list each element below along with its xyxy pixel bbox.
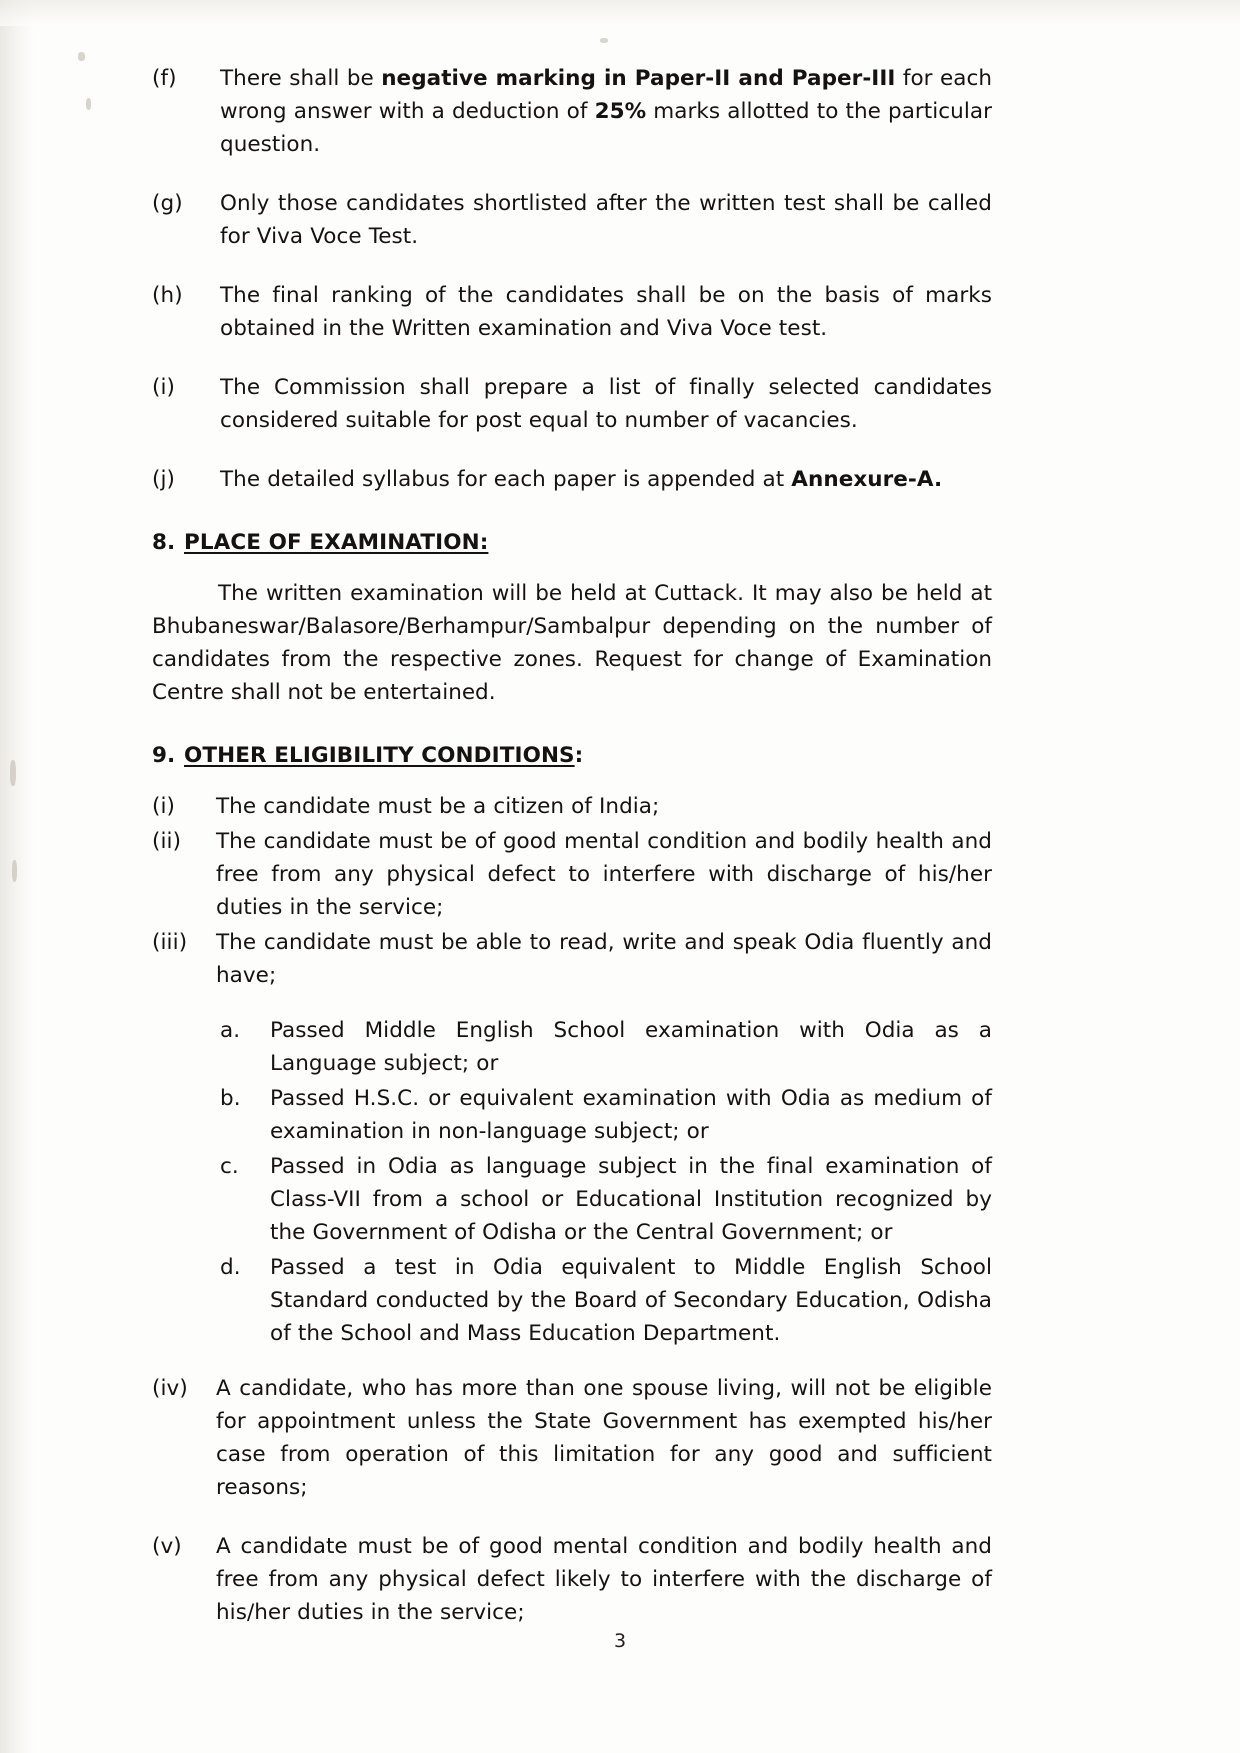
clause-j-bold-annexure: Annexure-A.	[791, 467, 943, 492]
clause-marker: (j)	[152, 467, 176, 492]
scan-edge-artifact-left	[0, 0, 34, 1753]
clause-h	[152, 279, 992, 345]
condition-iv	[152, 1372, 992, 1504]
section-9-number: 9.	[152, 743, 176, 768]
condition-text: The candidate must be a citizen of India;	[216, 794, 660, 819]
odia-option-text: Passed H.S.C. or equivalent examination with Odia as medium of examination in non-language subject; or	[270, 1086, 992, 1144]
page-number: 3	[613, 1630, 627, 1652]
odia-qualification-options	[220, 1014, 992, 1350]
section-9-title-text: OTHER ELIGIBILITY CONDITIONS	[184, 743, 575, 768]
scan-speck	[600, 38, 608, 43]
condition-marker: (ii)	[152, 829, 182, 854]
odia-option-text: Passed in Odia as language subject in the final examination of Class-VII from a school or Educational Institution recognized by the Government of Odisha or the Central Government; or	[270, 1154, 992, 1245]
clause-f	[152, 62, 992, 161]
section-8-number: 8.	[152, 530, 176, 555]
clause-text: Only those candidates shortlisted after the written test shall be called for Viva Voce Test.	[220, 191, 992, 249]
odia-option-marker: d.	[220, 1255, 241, 1280]
scan-speck	[86, 98, 91, 110]
section-9-title-colon: :	[574, 743, 584, 768]
clause-marker: (f)	[152, 66, 177, 91]
clause-marker: (h)	[152, 283, 183, 308]
odia-option-marker: c.	[220, 1154, 239, 1179]
clause-text	[220, 463, 992, 496]
condition-marker: (v)	[152, 1534, 182, 1559]
clause-text: The Commission shall prepare a list of finally selected candidates considered suitable for post equal to number of vacancies.	[220, 375, 992, 433]
clause-text: The final ranking of the candidates shall be on the basis of marks obtained in the Written examination and Viva Voce test.	[220, 283, 992, 341]
condition-text: The candidate must be able to read, write and speak Odia fluently and have;	[216, 930, 992, 988]
clause-marker: (g)	[152, 191, 183, 216]
clause-f-text-after: marks allotted to the particular question.	[220, 99, 992, 157]
clause-i	[152, 371, 992, 437]
scan-speck	[10, 760, 16, 786]
odia-option-marker: b.	[220, 1086, 241, 1111]
clause-text	[220, 62, 992, 161]
clause-marker: (i)	[152, 375, 176, 400]
condition-marker: (iii)	[152, 930, 188, 955]
scan-speck	[12, 860, 17, 882]
odia-option-c	[220, 1150, 992, 1249]
clause-f-bold-percent: 25%	[594, 99, 647, 124]
condition-iii	[152, 926, 992, 992]
condition-v	[152, 1530, 992, 1629]
condition-marker: (iv)	[152, 1376, 188, 1401]
section-9-title	[184, 743, 583, 768]
clause-f-text-before: There shall be	[220, 66, 382, 91]
document-body	[152, 62, 992, 1655]
section-8-title-text: PLACE OF EXAMINATION:	[184, 530, 489, 555]
scan-edge-artifact-top	[0, 0, 1240, 26]
condition-text: A candidate, who has more than one spouse living, will not be eligible for appointment unless the State Government has exempted his/her case from operation of this limitation for any good and sufficient reasons;	[216, 1376, 992, 1500]
condition-text: A candidate must be of good mental condition and bodily health and free from any physical defect likely to interfere with the discharge of his/her duties in the service;	[216, 1534, 992, 1625]
section-8-paragraph: The written examination will be held at Cuttack. It may also be held at Bhubaneswar/Balasore/Berhampur/Sambalpur depending on the number of candidates from the respective zones. Request for change of Examination Centre shall not be entertained.	[152, 581, 992, 705]
condition-ii	[152, 825, 992, 924]
clause-g	[152, 187, 992, 253]
odia-option-marker: a.	[220, 1018, 241, 1043]
odia-option-d	[220, 1251, 992, 1350]
condition-i	[152, 790, 992, 823]
odia-option-a	[220, 1014, 992, 1080]
clause-f-bold-negative-marking: negative marking in Paper-II and Paper-III	[381, 66, 896, 91]
scan-speck	[78, 52, 85, 61]
section-8-title	[184, 530, 488, 555]
section-9-heading	[152, 743, 992, 768]
other-eligibility-conditions-list	[152, 790, 992, 1629]
odia-option-text: Passed Middle English School examination with Odia as a Language subject; or	[270, 1018, 992, 1076]
clause-j-text-before: The detailed syllabus for each paper is appended at	[220, 467, 792, 492]
clause-j	[152, 463, 992, 496]
condition-text: The candidate must be of good mental condition and bodily health and free from any physical defect to interfere with discharge of his/her duties in the service;	[216, 829, 992, 920]
clause-f-text-mid: for each wrong answer with a deduction of	[220, 66, 993, 124]
odia-option-text: Passed a test in Odia equivalent to Middle English School Standard conducted by the Board of Secondary Education, Odisha of the School and Mass Education Department.	[270, 1255, 992, 1346]
odia-option-b	[220, 1082, 992, 1148]
condition-marker: (i)	[152, 794, 176, 819]
section-8-heading	[152, 530, 992, 555]
